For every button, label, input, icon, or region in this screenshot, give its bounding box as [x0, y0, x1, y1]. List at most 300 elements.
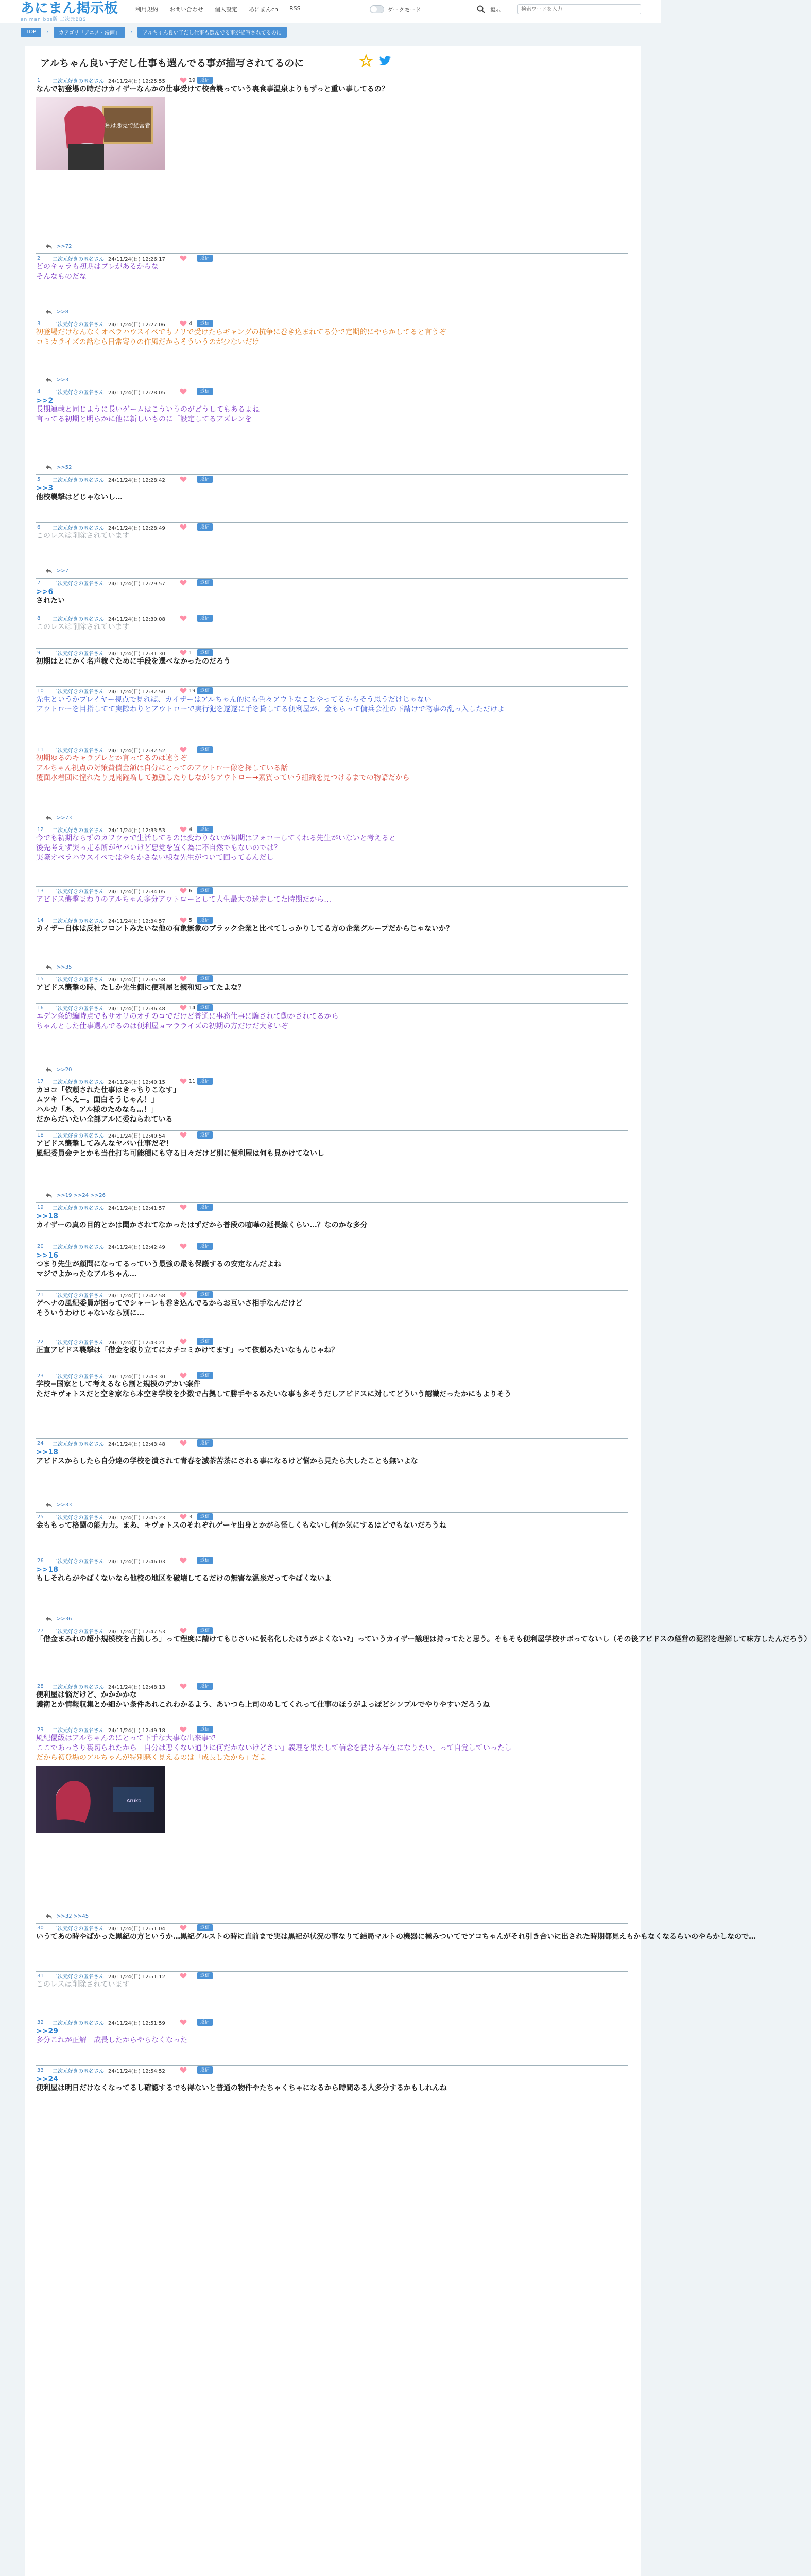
poster-name: 二次元好きの匿名さん	[53, 689, 104, 695]
post-header	[36, 1337, 628, 1346]
post-number[interactable]: 14	[37, 917, 44, 923]
post-number[interactable]: 2	[37, 255, 41, 261]
site-logo-subtitle: animan bbs版 二次元BBS	[21, 17, 87, 22]
post-number[interactable]: 6	[37, 524, 41, 530]
like-heart-icon[interactable]	[180, 580, 187, 586]
post-number[interactable]: 5	[37, 476, 41, 482]
breadcrumb-top[interactable]: TOP	[21, 28, 41, 37]
reply-links[interactable]: >>72	[57, 243, 72, 249]
nav-link-terms[interactable]: 利用規約	[135, 6, 158, 13]
poster-name: 二次元好きの匿名さん	[53, 1926, 104, 1932]
poster-name: 二次元好きの匿名さん	[53, 1079, 104, 1086]
reply-anchor-link[interactable]: >>16	[36, 1251, 58, 1260]
reply-button[interactable]: 返信	[197, 1338, 213, 1345]
like-heart-icon[interactable]	[180, 826, 187, 833]
reply-button[interactable]: 返信	[197, 579, 213, 586]
post-body-line: 他校襲撃はどじゃないし…	[36, 493, 123, 501]
poster-name: 二次元好きの匿名さん	[53, 2068, 104, 2074]
post-number[interactable]: 9	[37, 650, 41, 656]
reply-button[interactable]: 返信	[197, 1078, 213, 1085]
reply-anchor-link[interactable]: >>29	[36, 2027, 58, 2036]
post-number[interactable]: 22	[37, 1338, 44, 1345]
reply-arrow-icon[interactable]	[45, 964, 53, 970]
poster-name: 二次元好きの匿名さん	[53, 321, 104, 328]
like-heart-icon[interactable]	[180, 688, 187, 694]
poster-name: 二次元好きの匿名さん	[53, 889, 104, 895]
like-heart-icon[interactable]	[180, 1132, 187, 1138]
breadcrumb-separator: ›	[130, 29, 133, 35]
post-date: 24/11/24(日) 12:47:53	[108, 1629, 165, 1635]
post-body-line: 金ももって格闘の能力力。まあ、キヴォトスのそれぞれゲーヤ出身とかがら怪しくもないし何か気にするはどでもないだろうね	[36, 1521, 446, 1530]
post-number[interactable]: 29	[37, 1726, 44, 1733]
post-body-line: 便利屋は明日だけなくなってるし確認するでも得ないと普通の物件やたちゃくちゃになるから時間ある人多分するかもしれんね	[36, 2084, 447, 2092]
poster-name: 二次元好きの匿名さん	[53, 1006, 104, 1012]
post-number[interactable]: 32	[37, 2019, 44, 2025]
post-date: 24/11/24(日) 12:26:17	[108, 256, 165, 262]
post-date: 24/11/24(日) 12:33:53	[108, 827, 165, 834]
like-count: 5	[188, 917, 193, 923]
post-header	[36, 1131, 628, 1139]
reply-button[interactable]: 返信	[197, 1131, 213, 1139]
post-header	[36, 745, 628, 754]
post-header	[36, 614, 628, 622]
post-header	[36, 916, 628, 924]
post-body-line: だからだいたい全部アルに委ねられている	[36, 1115, 173, 1124]
post-number[interactable]: 24	[37, 1440, 44, 1446]
like-heart-icon[interactable]	[180, 1925, 187, 1931]
post-header	[36, 523, 628, 531]
post-body-line: 先生というかプレイヤー視点で見れば、カイザーはアルちゃん的にも色々アウトなことやってるからそう思うだけじゃない	[36, 696, 432, 704]
poster-name: 二次元好きの匿名さん	[53, 1205, 104, 1211]
like-heart-icon[interactable]	[180, 1557, 187, 1564]
reply-arrow-icon[interactable]	[45, 1192, 53, 1198]
image-caption: 私は悪党で経営者	[105, 122, 150, 129]
like-heart-icon[interactable]	[180, 1005, 187, 1011]
post-body-line: このレスは削除されています	[36, 532, 130, 540]
post	[36, 916, 628, 975]
post-number[interactable]: 30	[37, 1925, 44, 1931]
post-body-line: コミカライズの話なら日常寄りの作風だからそういうのが少ないだけ	[36, 338, 260, 346]
post-body-line: 風紀優級はアルちゃんのにとって下手な大事な出来事で	[36, 1734, 216, 1742]
like-count: 11	[188, 1078, 196, 1084]
reply-links[interactable]: >>33	[57, 1502, 72, 1508]
post-footer	[45, 1066, 72, 1073]
breadcrumb-separator: ›	[46, 29, 49, 35]
poster-name: 二次元好きの匿名さん	[53, 748, 104, 754]
post	[36, 1556, 628, 1626]
like-heart-icon[interactable]	[180, 2067, 187, 2073]
post-body-line: 風紀委員会テとかも当仕打ち可能積にも守る日々だけど別に便利屋は何も見かけてないし	[36, 1149, 324, 1158]
reply-button[interactable]: 返信	[197, 320, 213, 327]
reply-arrow-icon[interactable]	[45, 1066, 53, 1073]
post-number[interactable]: 31	[37, 1973, 44, 1979]
post-body-line: どのキャラも初期はブレがあるからな	[36, 263, 159, 271]
post-number[interactable]: 12	[37, 826, 44, 833]
reply-button[interactable]: 返信	[197, 917, 213, 924]
reply-button[interactable]: 返信	[197, 649, 213, 656]
reply-links[interactable]: >>20	[57, 1066, 72, 1073]
reply-button[interactable]: 返信	[197, 1372, 213, 1379]
post-body-line: 後先考えず突っ走る所がヤバいけど悪党を置く為に不自然でもないのでは？	[36, 844, 281, 852]
post-header	[36, 254, 628, 262]
like-heart-icon[interactable]	[180, 615, 187, 621]
like-heart-icon[interactable]	[180, 1204, 187, 1210]
post	[36, 1004, 628, 1077]
post-number[interactable]: 18	[37, 1132, 44, 1138]
like-heart-icon[interactable]	[180, 976, 187, 982]
thread-panel	[25, 46, 811, 2576]
post	[36, 1725, 628, 1924]
post-body-line: ちゃんとした仕事選んでるのは便利屋ョマラライズの初期の方だけだ大きいぞ	[36, 1022, 288, 1030]
nav-link-rss[interactable]: RSS	[289, 5, 301, 12]
like-heart-icon[interactable]	[180, 1078, 187, 1084]
post-date: 24/11/24(日) 12:51:12	[108, 1974, 165, 1980]
post	[36, 1131, 628, 1203]
post-header	[36, 1203, 628, 1211]
post-body-line: ただキヴォトスだと空き家なら本空き学校を少数で占拠して勝手やるみたいな事も多そうだしアビドスに対してどういう認識だったかにもよりそう	[36, 1390, 512, 1398]
like-count: 19	[188, 688, 196, 694]
reply-button[interactable]: 返信	[197, 255, 213, 262]
like-heart-icon[interactable]	[180, 1514, 187, 1520]
post	[36, 1972, 628, 2018]
post-body-line: 多分これが正解 成長したからやらなくなった	[36, 2036, 187, 2044]
like-count: 3	[188, 1514, 193, 1520]
post-footer	[45, 1502, 72, 1508]
post-header	[36, 1439, 628, 1447]
poster-name: 二次元好きの匿名さん	[53, 651, 104, 657]
like-heart-icon[interactable]	[180, 1243, 187, 1249]
reply-arrow-icon[interactable]	[45, 309, 53, 315]
nav-link-settings[interactable]: 個人設定	[215, 6, 237, 13]
poster-name: 二次元好きの匿名さん	[53, 2020, 104, 2026]
reply-button[interactable]: 返信	[197, 975, 213, 982]
like-heart-icon[interactable]	[180, 1338, 187, 1345]
reply-arrow-icon[interactable]	[45, 815, 53, 821]
post-footer	[45, 309, 68, 315]
reply-button[interactable]: 返信	[197, 1513, 213, 1520]
post-number[interactable]: 16	[37, 1005, 44, 1011]
post-number[interactable]: 28	[37, 1683, 44, 1689]
post-body-line: 初期はとにかく名声稼ぐために手段を選べなかったのだろう	[36, 657, 231, 666]
post	[36, 975, 628, 1004]
like-heart-icon[interactable]	[180, 1628, 187, 1634]
post-body-line: アルちゃん視点の対策費債金額は自分にとってのアウトロー像を探している話	[36, 764, 288, 772]
reply-button[interactable]: 返信	[197, 523, 213, 531]
reply-button[interactable]: 返信	[197, 2019, 213, 2026]
like-count: 4	[188, 320, 193, 327]
reply-links[interactable]: >>32 >>45	[57, 1913, 89, 1919]
post-number[interactable]: 19	[37, 1204, 44, 1210]
search-input[interactable]	[517, 4, 641, 14]
post	[36, 1242, 628, 1291]
post	[36, 579, 628, 614]
reply-links[interactable]: >>3	[57, 377, 69, 383]
reply-arrow-icon[interactable]	[45, 464, 53, 470]
post	[36, 745, 628, 825]
reply-button[interactable]: 返信	[197, 476, 213, 483]
post-date: 24/11/24(日) 12:31:30	[108, 651, 165, 657]
reply-anchor-link[interactable]: >>18	[36, 1566, 58, 1574]
post-date: 24/11/24(日) 12:46:03	[108, 1558, 165, 1565]
reply-button[interactable]: 返信	[197, 1726, 213, 1733]
post	[36, 1513, 628, 1556]
nav-link-contact[interactable]: お問い合わせ	[169, 6, 203, 13]
top-nav	[135, 5, 301, 15]
post-date: 24/11/24(日) 12:34:05	[108, 889, 165, 895]
post-header	[36, 1725, 628, 1734]
like-heart-icon[interactable]	[180, 1683, 187, 1689]
post-date: 24/11/24(日) 12:32:52	[108, 748, 165, 754]
poster-name: 二次元好きの匿名さん	[53, 1244, 104, 1250]
reply-anchor-link[interactable]: >>6	[36, 588, 54, 596]
post	[36, 825, 628, 887]
poster-name: 二次元好きの匿名さん	[53, 78, 104, 84]
reply-button[interactable]: 返信	[197, 887, 213, 894]
reply-button[interactable]: 返信	[197, 1004, 213, 1011]
post-header	[36, 1626, 628, 1635]
breadcrumb	[21, 27, 287, 38]
poster-name: 二次元好きの匿名さん	[53, 977, 104, 983]
post-number[interactable]: 8	[37, 615, 41, 621]
post-number[interactable]: 23	[37, 1372, 44, 1379]
post-number[interactable]: 17	[37, 1078, 44, 1084]
reply-arrow-icon[interactable]	[45, 1502, 53, 1508]
reply-links[interactable]: >>8	[57, 309, 69, 315]
reply-links[interactable]: >>19 >>24 >>26	[57, 1192, 106, 1198]
like-heart-icon[interactable]	[180, 255, 187, 261]
post-body-line: ゲヘナの風紀委員が困ってでシャーレも巻き込んでるからお互いさ相手なんだけど	[36, 1299, 303, 1308]
like-heart-icon[interactable]	[180, 917, 187, 923]
reply-links[interactable]: >>35	[57, 964, 72, 970]
post-footer	[45, 243, 72, 249]
reply-button[interactable]: 返信	[197, 1557, 213, 1564]
thread-title: アルちゃん良い子だし仕事も選んでる事が描写されてるのに	[40, 58, 304, 69]
reply-button[interactable]: 返信	[197, 1291, 213, 1298]
toggle-knob	[371, 6, 377, 12]
post-video-thumbnail[interactable]	[36, 1766, 628, 1835]
reply-anchor-link[interactable]: >>3	[36, 484, 54, 493]
post-date: 24/11/24(日) 12:41:57	[108, 1205, 165, 1211]
poster-name: 二次元好きの匿名さん	[53, 389, 104, 396]
poster-name: 二次元好きの匿名さん	[53, 1441, 104, 1447]
post-body-line: 護衛とか情報収集とか細かい条件あれこれわかるよう、あいつら上司のめしてくれって仕事のほうがよっぽどシンプルでやりやすいだろうね	[36, 1701, 490, 1709]
post-footer	[45, 377, 68, 383]
reply-button[interactable]: 返信	[197, 1243, 213, 1250]
post-number[interactable]: 33	[37, 2067, 44, 2073]
like-heart-icon[interactable]	[180, 2019, 187, 2025]
post	[36, 1203, 628, 1242]
post-date: 24/11/24(日) 12:43:21	[108, 1340, 165, 1346]
post	[36, 1682, 628, 1725]
post-header	[36, 1556, 628, 1565]
poster-name: 二次元好きの匿名さん	[53, 1133, 104, 1139]
reply-arrow-icon[interactable]	[45, 377, 53, 383]
reply-button[interactable]: 返信	[197, 2066, 213, 2074]
post	[36, 614, 628, 649]
post	[36, 1291, 628, 1337]
reply-arrow-icon[interactable]	[45, 1616, 53, 1622]
post-number[interactable]: 1	[37, 77, 41, 83]
post-date: 24/11/24(日) 12:28:05	[108, 389, 165, 396]
post-header	[36, 1972, 628, 1980]
reply-button[interactable]: 返信	[197, 746, 213, 753]
like-count: 1	[188, 650, 193, 656]
search-mode-select[interactable]: 掲示	[490, 8, 501, 13]
post-body-line: アビドスからしたら自分達の学校を潰されて青春を滅茶苦茶にされる事になるけど悩から見たら大したことも無いよな	[36, 1457, 418, 1465]
poster-name: 二次元好きの匿名さん	[53, 525, 104, 531]
reply-anchor-link[interactable]: >>18	[36, 1212, 58, 1221]
breadcrumb-category[interactable]: カテゴリ「アニメ・漫画」	[54, 27, 125, 38]
like-heart-icon[interactable]	[180, 1726, 187, 1733]
reply-button[interactable]: 返信	[197, 388, 213, 395]
post-footer	[45, 1192, 106, 1198]
poster-name: 二次元好きの匿名さん	[53, 1293, 104, 1299]
like-heart-icon[interactable]	[180, 1292, 187, 1298]
like-count: 19	[188, 77, 196, 83]
reply-links[interactable]: >>36	[57, 1616, 72, 1622]
post-body-line: ここであっさり裏切られたから「自分は悪くない通りに何だかないけどさい」義理を果たして信念を賞ける存在になりたい」って自覚していったし	[36, 1744, 512, 1752]
post-header	[36, 825, 628, 834]
post	[36, 387, 628, 475]
poster-name: 二次元好きの匿名さん	[53, 1629, 104, 1635]
post-number[interactable]: 13	[37, 888, 44, 894]
post-number[interactable]: 11	[37, 747, 44, 753]
post-number[interactable]: 4	[37, 388, 41, 395]
reply-button[interactable]: 返信	[197, 615, 213, 622]
post-date: 24/11/24(日) 12:43:48	[108, 1441, 165, 1447]
reply-button[interactable]: 返信	[197, 1924, 213, 1931]
post-footer	[45, 1913, 89, 1919]
post-date: 24/11/24(日) 12:48:13	[108, 1684, 165, 1690]
like-heart-icon[interactable]	[180, 747, 187, 753]
post-date: 24/11/24(日) 12:42:49	[108, 1244, 165, 1250]
post-number[interactable]: 25	[37, 1514, 44, 1520]
like-heart-icon[interactable]	[180, 1440, 187, 1446]
site-logo[interactable]: あにまん掲示板	[21, 1, 118, 16]
reply-links[interactable]: >>7	[57, 568, 69, 574]
dark-mode-toggle[interactable]	[370, 5, 384, 13]
like-heart-icon[interactable]	[180, 77, 187, 83]
reply-links[interactable]: >>73	[57, 815, 72, 821]
post-header	[36, 1682, 628, 1690]
like-count: 14	[188, 1005, 196, 1011]
breadcrumb-thread[interactable]: アルちゃん良い子だし仕事も選んでる事が描写されてるのに	[137, 27, 287, 38]
post	[36, 887, 628, 916]
like-heart-icon[interactable]	[180, 320, 187, 327]
reply-button[interactable]: 返信	[197, 1204, 213, 1211]
like-heart-icon[interactable]	[180, 524, 187, 530]
post-body-line: 初登場だけなんなくオペラハウスイベでもノリで受けたらギャングの抗争に巻き込まれてる分で定期的にやらかしてると言うぞ	[36, 328, 446, 336]
post-image-thumbnail[interactable]	[36, 97, 628, 172]
favorite-star-icon[interactable]	[359, 54, 373, 67]
post	[36, 254, 628, 319]
post-header	[36, 1077, 628, 1086]
post-body-line: 言ってる初期と明らかに他に新しいものに「設定してるアズレンを	[36, 415, 252, 423]
post-body-line: マジでよかったなアルちゃん…	[36, 1270, 137, 1278]
post-date: 24/11/24(日) 12:42:58	[108, 1293, 165, 1299]
post	[36, 1337, 628, 1371]
post	[36, 2018, 628, 2066]
nav-link-animanch[interactable]: あにまんch	[249, 6, 279, 13]
post-date: 24/11/24(日) 12:34:57	[108, 918, 165, 924]
post-number[interactable]: 10	[37, 688, 44, 694]
post-date: 24/11/24(日) 12:45:23	[108, 1515, 165, 1521]
like-heart-icon[interactable]	[180, 1372, 187, 1379]
post-date: 24/11/24(日) 12:28:42	[108, 477, 165, 483]
poster-name: 二次元好きの匿名さん	[53, 477, 104, 483]
reply-anchor-link[interactable]: >>18	[36, 1448, 58, 1456]
post-date: 24/11/24(日) 12:25:55	[108, 78, 165, 84]
search-icon[interactable]	[476, 5, 486, 14]
post-number[interactable]: 21	[37, 1292, 44, 1298]
post-body-line: そういうわけじゃないなら別に…	[36, 1309, 144, 1317]
like-heart-icon[interactable]	[180, 888, 187, 894]
site-header	[0, 0, 661, 23]
reply-button[interactable]: 返信	[197, 1683, 213, 1690]
reply-button[interactable]: 返信	[197, 826, 213, 833]
reply-button[interactable]: 返信	[197, 1972, 213, 1979]
post	[36, 1924, 756, 1972]
like-heart-icon[interactable]	[180, 388, 187, 395]
post-body-line: カイザー自体は反社フロントみたいな他の有象無象のブラック企業と比べてしっかりしてる方の企業グループだからじゃないか？	[36, 925, 454, 933]
post-number[interactable]: 20	[37, 1243, 44, 1249]
post-body-line: カヨコ「依頼された仕事はきっちりこなす」	[36, 1086, 180, 1094]
post-header	[36, 475, 628, 483]
reply-anchor-link[interactable]: >>2	[36, 397, 54, 405]
poster-name: 二次元好きの匿名さん	[53, 1974, 104, 1980]
reply-arrow-icon[interactable]	[45, 1913, 53, 1919]
post-footer	[45, 568, 68, 574]
post-header	[36, 1924, 628, 1932]
reply-arrow-icon[interactable]	[45, 568, 53, 574]
reply-links[interactable]: >>52	[57, 464, 72, 470]
post-date: 24/11/24(日) 12:43:30	[108, 1374, 165, 1380]
like-heart-icon[interactable]	[180, 650, 187, 656]
post-body-line: 「借金まみれの超小規模校を占拠しろ」って程度に請けてもじさいに仮名化したほうがよくない?」っていうカイザー議理は持ってたと思う。そもそも便利屋学校サボってないし（その後アビドスの経営の泥沼を理解して味方したんだろう）	[36, 1635, 811, 1643]
reply-button[interactable]: 返信	[197, 77, 213, 84]
post-body-line: なんで初登場の時だけカイザーなんかの仕事受けて校舎襲っていう裏食事温泉よりもずっと重い事してるの？	[36, 85, 389, 93]
post-number[interactable]: 7	[37, 580, 41, 586]
post-date: 24/11/24(日) 12:36:48	[108, 1006, 165, 1012]
post	[36, 475, 628, 523]
like-heart-icon[interactable]	[180, 476, 187, 482]
reply-arrow-icon[interactable]	[45, 243, 53, 249]
reply-button[interactable]: 返信	[197, 1627, 213, 1634]
twitter-share-icon[interactable]	[379, 55, 391, 66]
post-date: 24/11/24(日) 12:32:50	[108, 689, 165, 695]
post-number[interactable]: 27	[37, 1628, 44, 1634]
post-footer	[45, 815, 72, 821]
post-number[interactable]: 15	[37, 976, 44, 982]
post	[36, 2066, 628, 2112]
post-number[interactable]: 3	[37, 320, 41, 327]
post-number[interactable]: 26	[37, 1557, 44, 1564]
post-header	[36, 887, 628, 895]
post-body-line: ムツキ「へえー。面白そうじゃん！」	[36, 1096, 159, 1104]
poster-name: 二次元好きの匿名さん	[53, 827, 104, 834]
reply-button[interactable]: 返信	[197, 687, 213, 694]
post-header	[36, 1004, 628, 1012]
post-header	[36, 76, 628, 84]
video-caption: Aruko	[126, 1798, 142, 1804]
like-heart-icon[interactable]	[180, 1973, 187, 1979]
reply-anchor-link[interactable]: >>24	[36, 2075, 58, 2083]
post-date: 24/11/24(日) 12:29:57	[108, 581, 165, 587]
post	[36, 76, 628, 254]
reply-button[interactable]: 返信	[197, 1439, 213, 1447]
post-body-line: 今でも初期ならずのカフウゥで生活してるのは変わりないが初期はフォローしてくれる先生がいないと考えると	[36, 834, 396, 842]
post-header	[36, 2018, 628, 2026]
